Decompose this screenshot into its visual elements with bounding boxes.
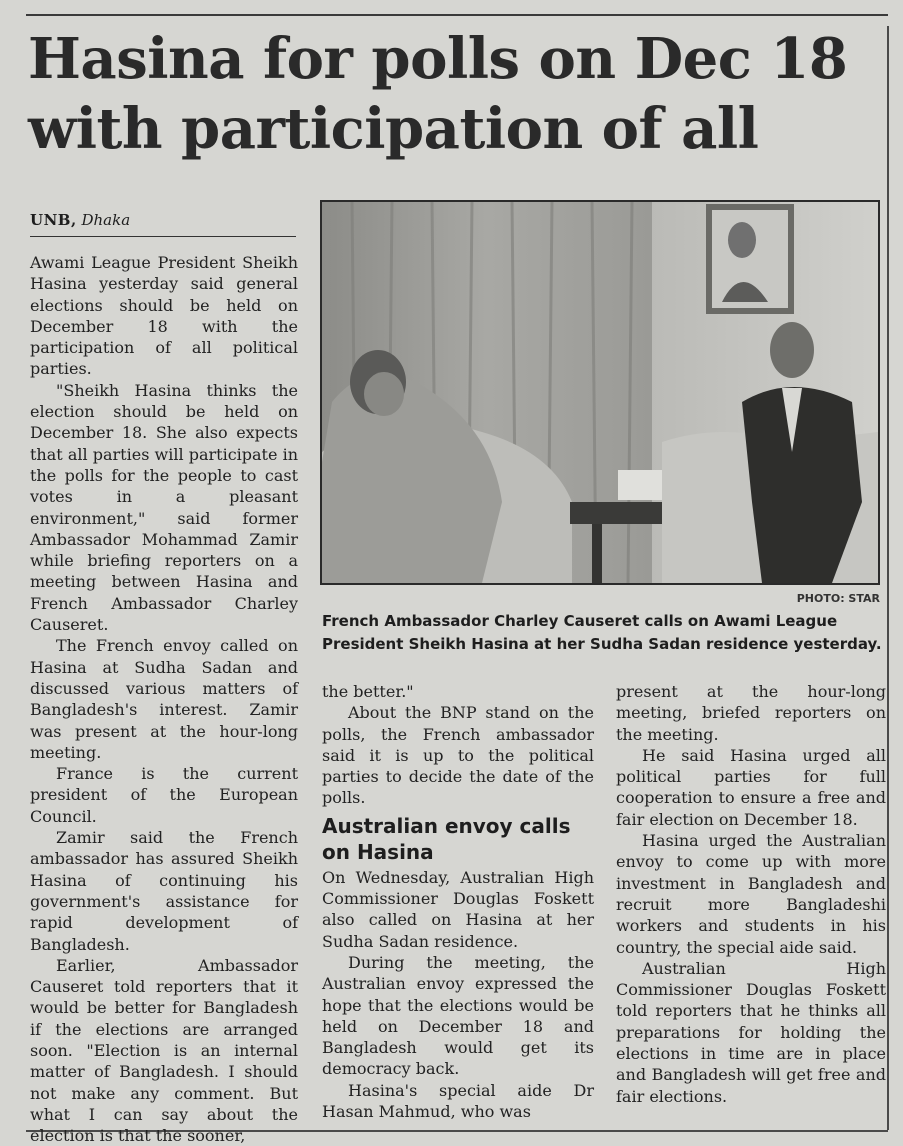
paragraph: "Sheikh Hasina thinks the election should be held on December 18. She also expects that all parties will participate in the polls for the people to cast votes in a pleasant environment," said former Ambassador Mohammad Zamir while briefing reporters on a meeting between Hasina and French Ambassador Charley Causeret. (30, 380, 298, 635)
paragraph: the better." (322, 682, 414, 701)
article-column-3 (616, 681, 886, 1107)
paragraph: Zamir said the French ambassador has assured Sheikh Hasina of continuing his government's assistance for rapid development of Bangladesh. (30, 828, 298, 954)
paragraph: The French envoy called on Hasina at Sudha Sadan and discussed various matters of Bangladesh's interest. Zamir was present at the hour-long meeting. (30, 636, 298, 762)
paragraph: During the meeting, the Australian envoy expressed the hope that the elections would be held on December 18 and Bangladesh would get its democracy back. (322, 952, 594, 1079)
paragraph: Australian High Commissioner Douglas Foskett told reporters that he thinks all preparations for holding the elections in time are in place and Bangladesh will get free and fair elections. (616, 958, 886, 1106)
photo-illustration (322, 202, 878, 583)
article-column-2 (322, 681, 594, 1122)
right-rule (887, 26, 889, 1130)
paragraph: present at the hour-long meeting, briefed reporters on the meeting. (616, 682, 886, 744)
article-column-1 (30, 252, 298, 1146)
paragraph: Hasina's special aide Dr Hasan Mahmud, who was (322, 1080, 594, 1122)
top-rule (26, 14, 888, 16)
photo-credit: PHOTO: STAR (796, 592, 880, 605)
photo-caption: French Ambassador Charley Causeret calls on Awami League President Sheikh Hasina at her Sudha Sadan residence yesterday. (322, 612, 882, 653)
subheading: Australian envoy calls on Hasina (322, 813, 571, 864)
byline-place: Dhaka (81, 211, 131, 229)
paragraph: On Wednesday, Australian High Commissioner Douglas Foskett also called on Hasina at her Sudha Sadan residence. (322, 867, 594, 951)
paragraph: Earlier, Ambassador Causeret told reporters that it would be better for Bangladesh if the elections are arranged soon. "Election is an internal matter of Bangladesh. I should not make any comment. But what I can say about the election is that the sooner, (30, 955, 298, 1146)
paragraph: France is the current president of the European Council. (30, 764, 298, 826)
news-photo (320, 200, 880, 585)
paragraph: Hasina urged the Australian envoy to come up with more investment in Bangladesh and recruit more Bangladeshi workers and students in his country, the special aide said. (616, 831, 886, 957)
paragraph: He said Hasina urged all political parties for full cooperation to ensure a free and fair election on December 18. (616, 745, 886, 829)
headline: Hasina for polls on Dec 18 with participation of all (28, 26, 848, 162)
byline (30, 210, 296, 237)
paragraph: Awami League President Sheikh Hasina yesterday said general elections should be held on December 18 with the participation of all political parties. (30, 253, 298, 379)
byline-agency: UNB, (30, 211, 77, 229)
paragraph: About the BNP stand on the polls, the French ambassador said it is up to the political parties to decide the date of the polls. (322, 703, 594, 808)
